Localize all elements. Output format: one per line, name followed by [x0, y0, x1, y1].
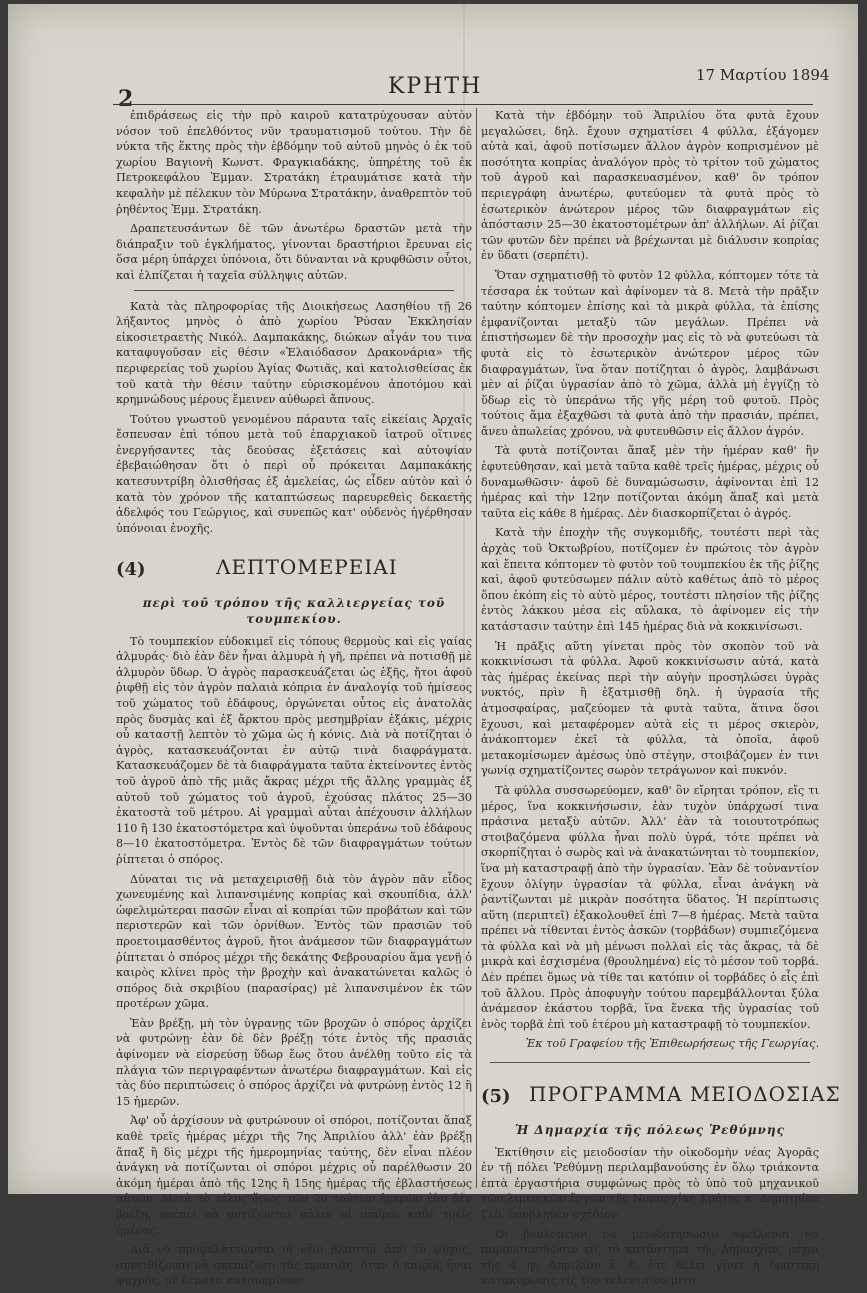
section-number: (4)	[116, 559, 146, 581]
article-paragraph: ἐπιδράσεως εἰς τὴν πρὸ καιροῦ κατατρύχουσαν αὐτὸν νόσον τοῦ ἐπελθόντος νῦν τραυματισμοῦ τούτου. Τὴν δὲ νύκτα τῆς ἕκτης πρὸς τὴν ἑβδόμην τοῦ αὐτοῦ μηνὸς ὁ ἐκ τοῦ χωρίου Βαγιονὴ Κωνστ. Φραγκιαδάκης, ὑπηρέτης τοῦ ἐκ Πετροκεφάλου Ἐμμαν. Στρατάκη ἐτραυμάτισε κατὰ τὴν κεφαλὴν μὲ πέλεκυν τὸν Μύρωνα Στρατάκην, ἀναθρεπτὸν τοῦ ῥηθέντος Ἐμμ. Στρατάκη.	[116, 109, 472, 216]
page-header	[8, 66, 858, 112]
section-heading	[481, 1082, 841, 1117]
article-paragraph: Ὅταν σχηματισθῇ τὸ φυτὸν 12 φύλλα, κόπτομεν τότε τὰ τέσσαρα ἐκ τούτων καὶ ἀφίνομεν τὰ 8. Μετὰ τὴν πρᾶξιν ταύτην κόπτομεν ἐπίσης καὶ τὰ μικρὰ φύλλα, τὰ ἐπίσης ἐμφανίζονται μεταξὺ τῶν μεγάλων. Πρέπει νὰ ἐπιστήσωμεν δὲ τὴν προσοχὴν μας εἰς τὸ νὰ φυτεύωσι τὰ φυτὰ εἰς τὸ ἐσωτερικὸν ἀνώτερον μέρος τῶν διαφραγμάτων, ἵνα ὅταν ποτίζηται ὁ ἀγρὸς, λαμβάνωσι μὲν αἱ ῥίζαι ὑγρασίαν ἀπὸ τὸ χῶμα, ἀλλὰ μὴ ἐγγίζῃ τὸ ὕδωρ εἰς τὸ ὑπεράνω τῆς γῆς μέρη τοῦ φυτοῦ. Πρὸς τούτοις ἅμα ἐξαχθῶσι τὰ φυτὰ ἀπὸ τὴν πρασιάν, πρέπει, ἄνευ ἀπωλείας χρόνου, νὰ φυτευθῶσιν εἰς ἄλλον ἀγρόν.	[481, 268, 819, 438]
article-paragraph: Οἱ βουλόμενοι να μειοδοτήσωσιν ὀφείλουσι να παρουσιασθῶσιν εἰς τὸ κατάστημα τῆς Δημαρχίας μέχρι τῆς 4 ης Ἀπριλίου ἐ. ἔ. ὅτε θέλει γίνει ἡ ὁριστικὴ κατακύρωσις εἰς τὸν τελευταῖον μειο	[481, 1227, 819, 1288]
article-paragraph: Δύναται τις νὰ μεταχειρισθῇ διὰ τὸν ἀγρὸν πᾶν εἶδος χωνευμένης καὶ λιπανσιμένης κοπρίας καὶ σκουπίδια, ἀλλ' ὠφελιμώτεραι πασῶν εἶναι αἱ κοπρίαι τῶν προβάτων καὶ τῶν περιστερῶν καὶ τῶν ὀρνίθων. Ἐντὸς τῶν πρασιῶν τοῦ προετοιμασθέντος ἀγροῦ, ἤτοι ἀνάμεσον τῶν διαφραγμάτων ῥίπτεται ὁ σπόρος μέχρι τῆς δεκάτης Φεβρουαρίου ἅμα γενῇ ὁ καιρὸς κλίνει πρὸς τὴν βροχὴν καὶ ἀνακατώνεται καλῶς ὁ σπόρος διὰ σκριβίου (παρασίρας) μὲ λιπανσιμένον ἐκ τῶν προτέρων χῶμα.	[116, 872, 472, 1011]
paragraph-separator	[490, 1062, 810, 1063]
article-paragraph: Διὰ νὰ προφυλάττωνται οἱ νέοι βλαστοὶ ἀπὸ τὸ ψῦχος, συνειθίζουσι νὰ σκεπάζωσι τὰς πρασιάς, ὅταν ὁ καιρὸς ἦναι ψυχρός, μὲ δέματα κατσοπρίνων.	[116, 1243, 472, 1288]
article-paragraph: Ἐκτίθησιν εἰς μειοδοσίαν τὴν οἰκοδομὴν νέας Ἀγορᾶς ἐν τῇ πόλει Ῥεθύμνῃ περιλαμβανούσης ἐν ὅλῳ τριάκοντα ἑπτὰ ἐργαστήρια συμφώνως πρὸς τὸ ὑπὸ τοῦ μηχανικοῦ τῶν λιμενικῶν ἔργων τῆς Νομαρχίας Κρήτης κ. Δημητρίου Γεδ. ὑποβληθὲν σχέδιον.	[481, 1145, 819, 1221]
section-title: ΛΕΠΤΟΜΕΡΕΙΑΙ	[216, 555, 398, 580]
left-column	[116, 108, 472, 1293]
article-paragraph: Τὰ φυτὰ ποτίζονται ἅπαξ μὲν τὴν ἡμέραν καθ' ἣν ἐφυτεύθησαν, καὶ μετὰ ταῦτα καθὲ τρεῖς ἡμέρας, μέχρις οὗ δυναμωθῶσιν· ἀφοῦ δὲ δυναμώσωσιν, ἀφίνονται ἐπὶ 12 ἡμέρας καὶ τὴν 12ην ποτίζονται ἀκόμη ἅπαξ καὶ μετὰ ταῦτα εἰς κάθε 8 ἡμέρας. Δὲν διασκορπίζεται ὁ ἀγρός.	[481, 444, 819, 520]
section-title: ΠΡΟΓΡΑΜΜΑ ΜΕΙΟΔΟΣΙΑΣ	[529, 1082, 841, 1107]
article-paragraph: Κατὰ τὴν ἑβδόμην τοῦ Ἀπριλίου ὅτα φυτὰ ἔχουν μεγαλώσει, δηλ. ἔχουν σχηματίσει 4 φύλλα, ἐξάγομεν αὐτὰ καὶ, ἀφοῦ ποτίσωμεν ἄλλον ἀγρὸν κοπρισμένον μὲ ποσότητα κοπρίας ἀναλόγον πρὸς τὸ τρίτον τοῦ χώματος τοῦ ἀγροῦ καὶ παρασκευασμένον, καθ' ὃν τρόπον περιεγράφη ἀνωτέρω, φυτεύομεν τὰ φυτὰ πρὸς τὸ ἐσωτερικὸν ἀνώτερον μέρος τῶν διαφραγμάτων εἰς ἀπόστασιν 25—30 ἑκατοστομέτρων ἀπ' ἀλλήλων. Αἱ ῥίζαι τῶν φυτῶν δὲν πρέπει νὰ βρέχωνται μὲ διάλυσιν κοπρίας ἐν ὕδατι (σερπέτι).	[481, 109, 819, 263]
right-column	[481, 108, 841, 1293]
section-subtitle: περὶ τοῦ τρόπου τῆς καλλιεργείας τοῦ τουμπεκίου.	[142, 596, 446, 627]
paragraph-separator	[134, 290, 454, 291]
newspaper-title: ΚΡΗΤΗ	[388, 74, 483, 99]
article-paragraph: Ἡ πρᾶξις αὕτη γίνεται πρὸς τὸν σκοπὸν τοῦ νὰ κοκκινίσωσι τὰ φύλλα. Ἀφοῦ κοκκινίσωσιν αὐτά, κατὰ τὰς ἡμέρας ἐκείνας περὶ τὴν αὐγὴν προσηλώσει ὑγρὰς νυκτός, πρὶν ἢ ἐξατμισθῇ δηλ. ἡ ὑγρασία τῆς ἀτμοσφαίρας, μαζεύομεν τὰ φυτὰ ταῦτα, ἅτινα ὅσοι ἔχουσι, καὶ μεταφέρομεν αὐτὰ εἰς τι μέρος σκιερὸν, ἀνάκοπτομεν ἐκεῖ τὰ φύλλα, τὰ ὁποῖα, ἀφοῦ μετακομίσωμεν ἀμέσως ὑπὸ στέγην, στοιβάζομεν ἐν τινι γωνίᾳ σχηματίζοντες σωρὸν τετράγωνον καὶ πυκνόν.	[481, 639, 819, 778]
article-paragraph: Τὸ τουμπεκίον εὐδοκιμεῖ εἰς τόπους θερμοὺς καὶ εἰς γαίας ἁλμυράς· διὸ ἐὰν δὲν ἦναι ἁλμυρὰ ἡ γῆ, πρέπει νὰ ποτισθῇ μὲ ἁλμυρὸν ὕδωρ. Ὁ ἀγρὸς παρασκευάζεται ὡς ἑξῆς, ἤτοι ἀφοῦ ῥιφθῇ εἰς τὸν ἀγρὸν παλαιὰ κόπρια ἐν ἀναλογίᾳ τοῦ ἡμίσεος τοῦ χώματος τοῦ ἐδάφους, ὀργώνεται οὗτος εἰς ἀνατολὰς πρὸς δυσμὰς καὶ ἐξ ἄρκτου πρὸς μεσημβρίαν ἐξάκις, μέχρις οὗ καταστῇ λεπτὸν τὸ χῶμα ὡς ἡ κόνις. Διὰ νὰ ποτίζηται ὁ ἀγρὸς, κατασκευάζονται ἐν αὐτῷ τινὰ διαφράγματα. Κατασκευάζομεν δὲ τὰ διαφράγματα ταῦτα ἐκτείνοντες ἐντὸς τοῦ ἀγροῦ ἀπὸ τῆς μιᾶς ἄκρας μέχρι τῆς ἄλλης γραμμὰς ἐξ αὐτοῦ τοῦ χώματος τοῦ ἀγροῦ, ἐχούσας πλάτος 25—30 ἑκατοστὰ τοῦ μέτρου. Αἱ γραμμαὶ αὗται ἀπέχουσιν ἀλλήλων 110 ἢ 130 ἑκατοστόμετρα καὶ ὑψοῦνται ὑπεράνω τοῦ ἐδάφους 8—10 ἑκατοστόμετρα. Ἐντὸς δὲ τῶν διαφραγμάτων τούτων ῥίπτεται ὁ σπόρος.	[116, 634, 472, 866]
column-divider	[476, 108, 477, 1188]
article-paragraph: Τούτου γνωστοῦ γενομένου πάραυτα ταῖς εἰκείαις Ἀρχαῖς ἔσπευσαν ἐπὶ τόπου μετὰ τοῦ ἐπαρχιακοῦ ἰατροῦ οἵτινες ἐνεργήσαντες τὰς δεούσας ἐξετάσεις καὶ αὐτοψίαν ἐβεβαιώθησαν ὅτι ὁ περὶ οὗ πρόκειται Δαμπακάκης κατεσυντρίβη ὀλισθήσας ἐξ ἀμελείας, ὡς εἶδεν αὐτὸν καὶ ὁ κατὰ τὸν χρόνον τῆς καταπτώσεως παρευρεθεὶς δεκαετὴς ἀδελφός του Γεώργιος, καὶ συνεπῶς κατ' οὐδενὸς ἠγέρθησαν ὑπόνοιαι ἐνοχῆς.	[116, 412, 472, 535]
section-subtitle: Ἡ Δημαρχία τῆς πόλεως Ῥεθύμνης	[515, 1123, 785, 1138]
article-paragraph: Κατὰ τὰς πληροφορίας τῆς Διοικήσεως Λασηθίου τῇ 26 λήξαντος μηνὸς ὁ ἀπὸ χωρίου Ῥύσαν Ἐκκλησίαν εἰκοσιετραετὴς Νικόλ. Δαμπακάκης, διώκων αἶγάν του τινα καταφυγοῦσαν εἰς θέσιν «Ἐλαιόδασον Δρακονάρια» τῆς περιφερείας τοῦ χωρίου Ἁγίας Φωτιᾶς, καὶ κατολισθείσας ἐκ τοῦ κατὰ τὴν θέσιν ταύτην εὑρισκομένου ἀποτόμου καὶ κρημνώδους μέρους ἔμεινεν αὐθωρεὶ ἄπνους.	[116, 299, 472, 407]
article-paragraph: Τὰ φύλλα συσσωρεύομεν, καθ' ὃν εἴρηται τρόπον, εἴς τι μέρος, ἵνα κοκκινήσωσιν, ἐὰν τυχὸν ὑπάρχωσί τινα πράσινα μεταξὺ αὐτῶν. Ἀλλ' ἐὰν τὰ τοιουτοτρόπως στοιβαζόμενα φύλλα ἦναι πολὺ ὑγρά, τότε πρέπει νὰ σκορπίζηται ὁ σωρὸς καὶ νὰ ἀνακατώνηται τὸ τουμπεκίον, ἵνα μὴ καταστραφῇ ἀπὸ τὴν ὑγρασίαν. Ἐὰν δὲ τοὐναντίον ἔχουν ὀλίγην ὑγρασίαν τὰ φύλλα, εἶναι ἀνάγκη νὰ ῥαντίζωνται μὲ μικρὰν ποσότητα ὕδατος. Ἡ περίπτωσις αὕτη (περιπτεῖ) ἐξακολουθεῖ ἐπὶ 7—8 ἡμέρας. Μετὰ ταῦτα πρέπει νὰ τίθενται ἐντὸς ἀσκῶν (τορβάδων) συμπιεζόμενα τὰ φύλλα καὶ νὰ μὴ μένωσι πολλαὶ εἰς τὰς ἄκρας, τὰ δὲ μικρὰ καὶ ἐσχισμένα (θρουλημένα) εἰς τὸ μέσον τοῦ τορβά. Δὲν πρέπει ὅμως νὰ τίθε ται κατόπιν οἱ τορβάδες ὁ εἷς ἐπὶ τοῦ ἄλλου. Πρὸς ἀποφυγὴν τούτου παρεμβάλλονται ξύλα ἀνάμεσον ἑκάστου τορβᾶ, ἵνα ἕνεκα τῆς ὑγρασίας τοῦ ἑνὸς τορβᾶ ἐπὶ τοῦ ἑτέρου μὴ καταστραφῇ τὸ τουμπεκίον.	[481, 783, 819, 1031]
article-paragraph: Κατὰ τὴν ἐποχὴν τῆς συγκομιδῆς, τουτέστι περὶ τὰς ἀρχὰς τοῦ Ὀκτωβρίου, ποτίζομεν ἐν πρώτοις τὸν ἀγρὸν καὶ ἔπειτα κόπτομεν τὸ φυτὸν τοῦ τουμπεκίου ἐκ τῆς ῥίζης καὶ, ἀφοῦ φυτεύσωμεν πάλιν αὐτὸ καθέτως ἀπὸ τὸ μέρος ὅπου ἐκόπη εἰς τὸ αὐτὸ μέρος, τουτέστι πλησίον τῆς ῥίζης ἐντὸς λάκκου μέσα εἰς αὔλακα, τὸ ἀφίνομεν εἰς τὴν κατάστασιν ταύτην ἐπὶ 145 ἡμέρας διὰ νὰ κοκκινίσωσι.	[481, 526, 819, 633]
section-number: (5)	[481, 1086, 511, 1108]
issue-date: 17 Μαρτίου 1894	[696, 66, 830, 84]
header-rule	[113, 104, 813, 105]
article-signature: Ἐκ τοῦ Γραφείου τῆς Ἐπιθεωρήσεως τῆς Γεωργίας.	[525, 1037, 819, 1051]
article-paragraph: Δραπετευσάντων δὲ τῶν ἀνωτέρω δραστῶν μετὰ τὴν διάπραξιν τοῦ ἐγκλήματος, γίνονται δραστήριοι ἔρευναι εἰς ὅσα μέρη ὑπάρχει ὑπόνοια, ὅτι δύνανται νὰ κρυφθῶσιν οὗτοι, καὶ ἐλπίζεται ἡ ταχεῖα σύλληψις αὐτῶν.	[116, 222, 472, 282]
page-number: 2	[118, 86, 134, 112]
article-paragraph: Ἐὰν βρέξῃ, μὴ τὸν ὑγρανῃς τῶν βροχῶν ὁ σπόρος ἀρχίζει νὰ φυτρώνῃ· ἐὰν δὲ δὲν βρέξῃ τότε ἐντὸς τῆς πρασιᾶς ἀφίνομεν νὰ εἰσρεύσῃ ὕδωρ ἕως ὅτου ἀνέλθῃ τοῦτο εἰς τὰ πλάγια τῶν περιγραφέντων ἀνωτέρω διαφραγμάτων. Καὶ εἰς τὰς δύο περιπτώσεις ὁ σπόρος ἀρχίζει νὰ φυτρώνῃ ἐντὸς 12 ἢ 15 ἡμερῶν.	[116, 1016, 472, 1108]
section-heading	[116, 555, 472, 590]
newspaper-page	[8, 4, 858, 1288]
article-paragraph: Ἀφ' οὗ ἀρχίσουν νὰ φυτρώνουν οἱ σπόροι, ποτίζονται ἅπαξ καθὲ τρεῖς ἡμέρας μέχρι τῆς 7ης Ἀπριλίου ἀλλ' ἐὰν βρέξῃ ἅπαξ ἢ δὶς μέχρι τῆς ἡμερομηνίας ταύτης, δὲν εἶναι πλέον ἀνάγκη νὰ ποτίζωνται οἱ σπόροι μέχρις οὗ παρέλθωσιν 20 ἀκόμη ἡμέραι ἀπὸ τῆς 12ης ἢ 15ης ἡμέρας τῆς ἐβλαστήσεως αὐτῶν. Μετὰ τὸ τέλος ὅμως τῶν 20 τούτων ἡμερῶν ἐὰν δὲν βρέξῃ, πρέπει νὰ ποτίζωνται πάλιν οἱ σπόροι καθὲ τρεῖς ἡμέρας.	[116, 1114, 472, 1237]
